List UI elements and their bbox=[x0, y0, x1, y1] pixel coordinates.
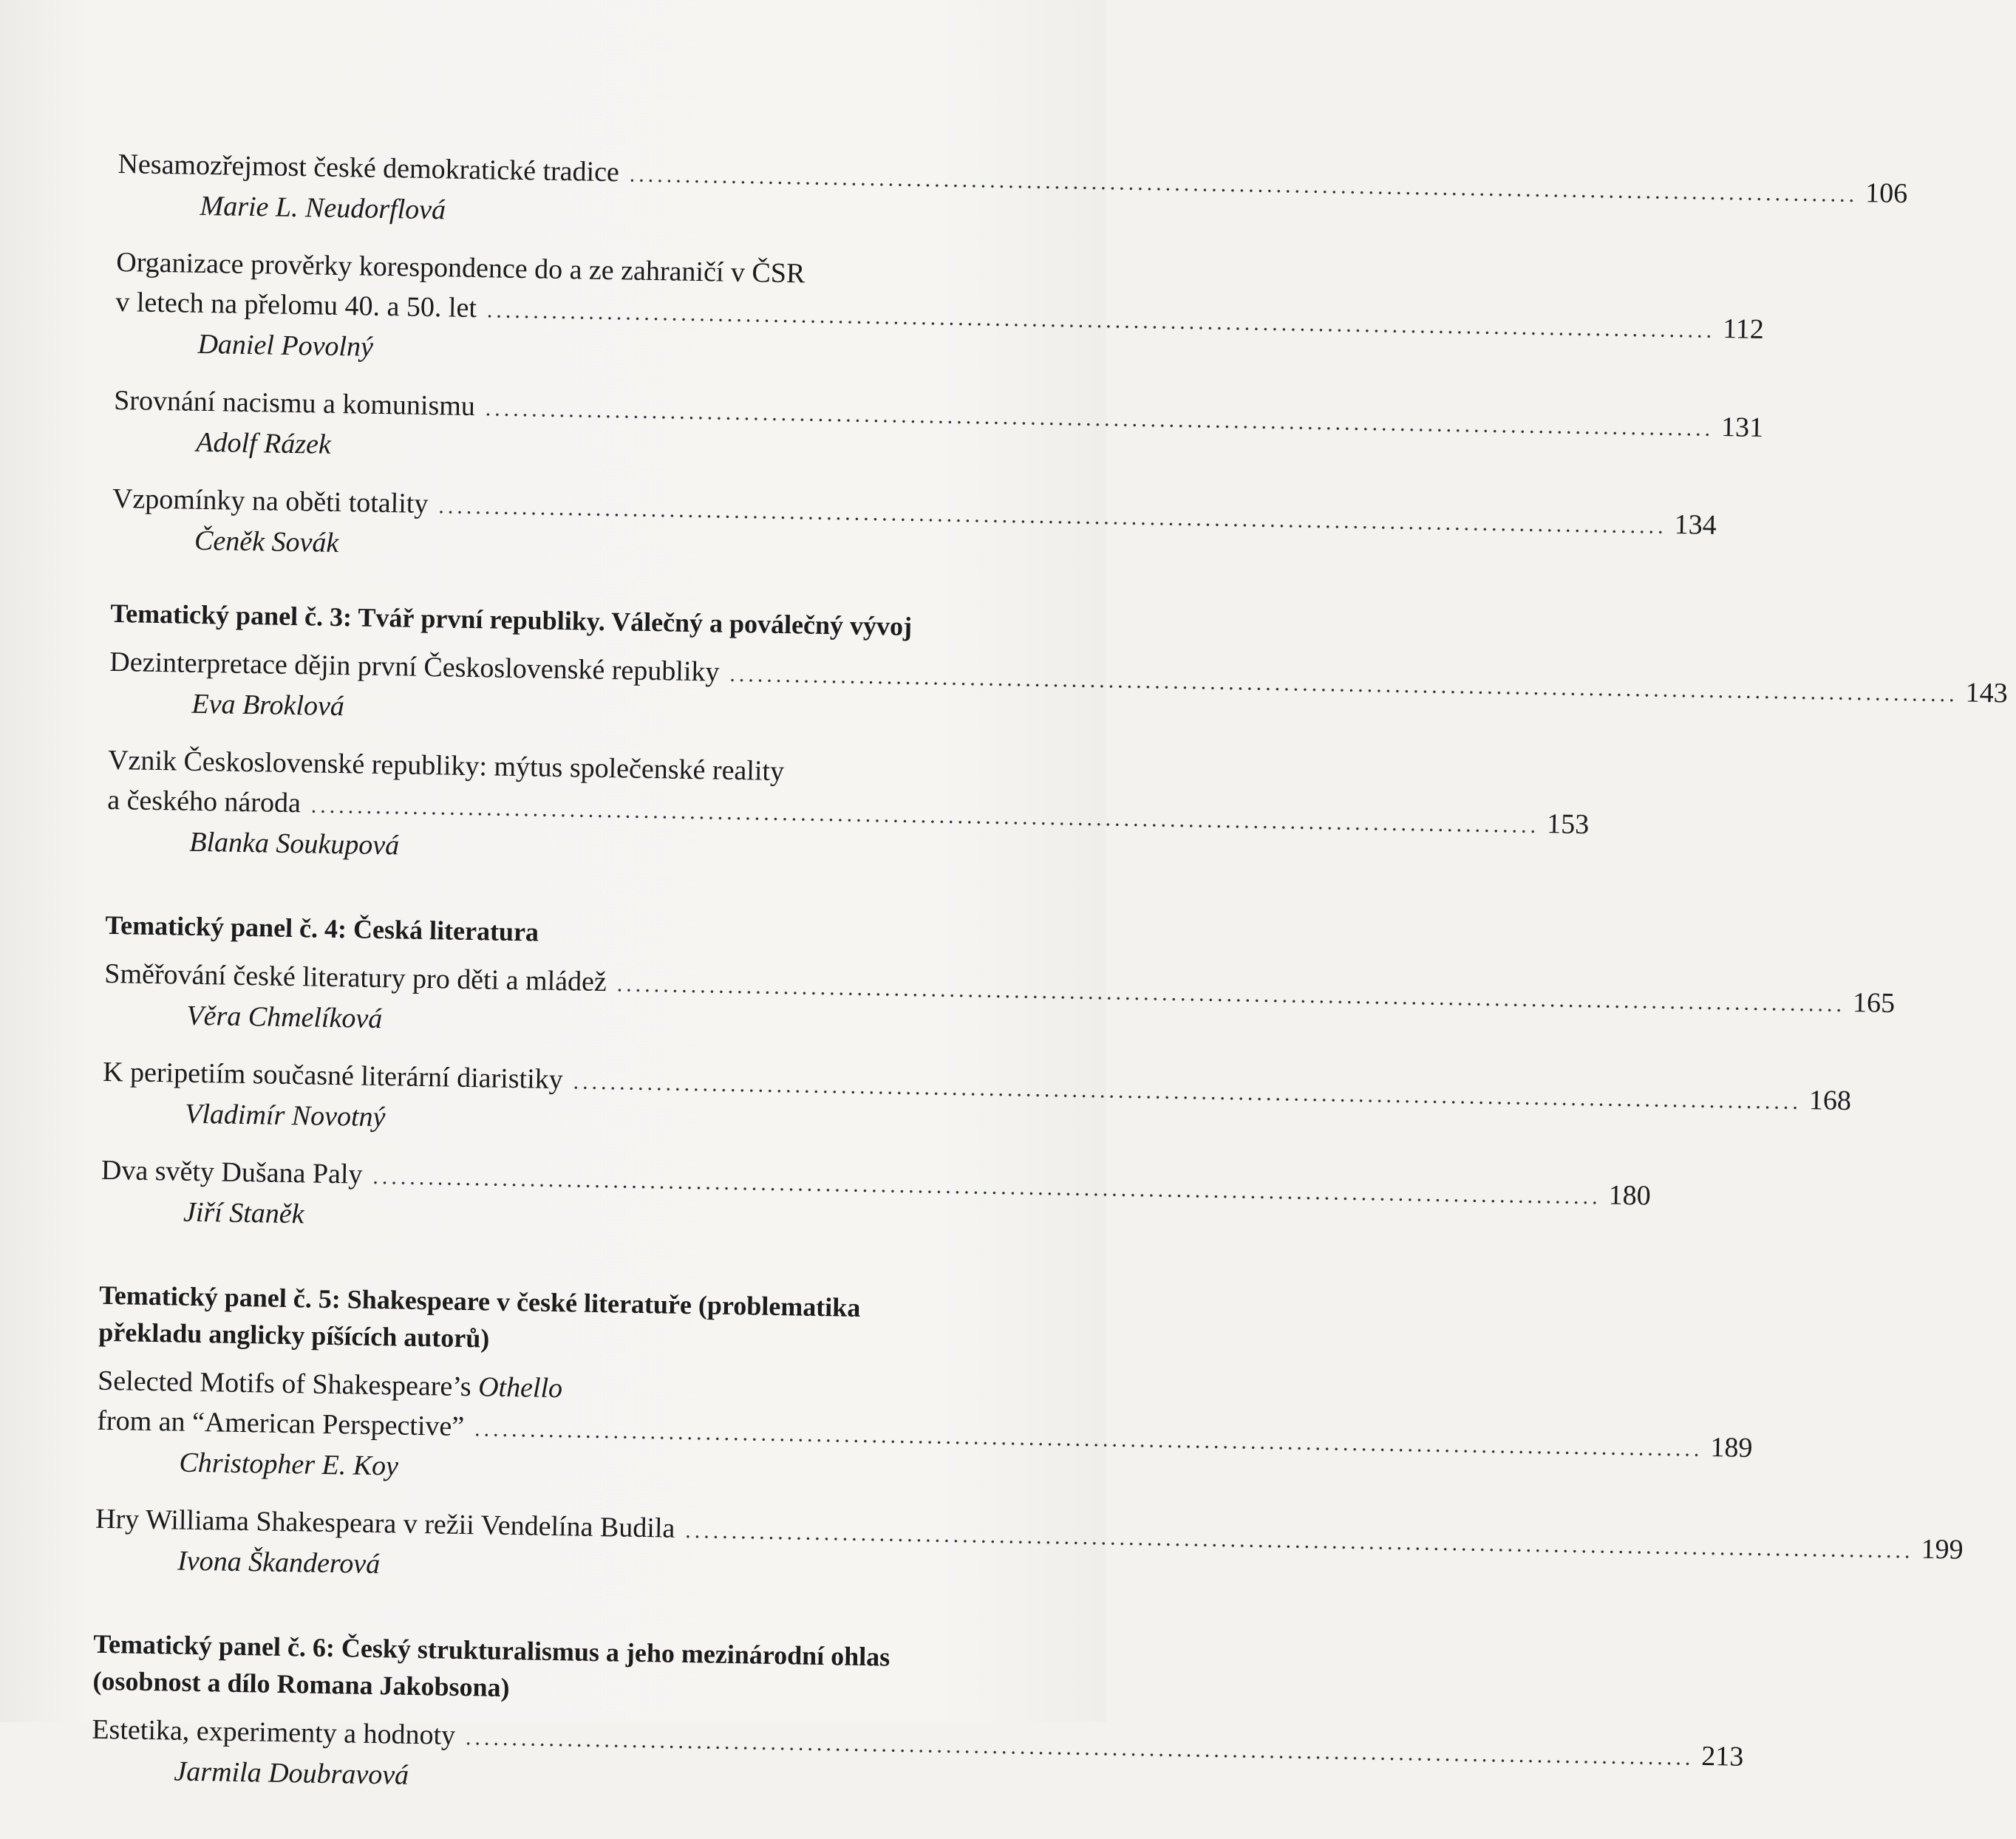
entry-title: Vznik Československé republiky: mýtus společenské reality bbox=[107, 744, 785, 788]
entry-title: Srovnání nacismu a komunismu bbox=[113, 384, 476, 423]
leader-dots: ..................................................................................................................................... bbox=[465, 1725, 1695, 1770]
entry-author: Vladimír Novotný bbox=[184, 1098, 386, 1133]
leader-dots: ..................................................................................................................................... bbox=[685, 1518, 1914, 1563]
page-number: 153 bbox=[1546, 808, 1590, 841]
entry-author: Blanka Soukupová bbox=[189, 826, 400, 862]
toc-entry bbox=[102, 1052, 1852, 1147]
leader-dots: ..................................................................................................................................... bbox=[486, 298, 1716, 343]
leader-dots: ..................................................................................................................................... bbox=[372, 1164, 1601, 1209]
panel-heading: Tematický panel č. 4: Česká literatura bbox=[105, 910, 539, 947]
toc-entry bbox=[91, 1710, 1744, 1804]
entry-title-continued: a českého národa bbox=[106, 784, 302, 819]
panel-heading-line: překladu anglicky píšících autorů) bbox=[98, 1317, 490, 1354]
entry-title: Hry Williama Shakespeara v režii Vendelína Budila bbox=[95, 1503, 675, 1544]
toc-entry bbox=[95, 1499, 1964, 1594]
leader-dots: ..................................................................................................................................... bbox=[629, 162, 1859, 208]
panel-heading-line: Tematický panel č. 6: Český strukturalismus a jeho mezinárodní ohlas bbox=[93, 1628, 890, 1672]
entry-author: Christopher E. Koy bbox=[179, 1447, 399, 1482]
toc-entry bbox=[115, 242, 1765, 377]
page-number: 143 bbox=[1965, 677, 2009, 709]
entry-author: Čeněk Sovák bbox=[194, 525, 339, 559]
entry-author: Adolf Rázek bbox=[195, 426, 332, 460]
entry-author: Ivona Škanderová bbox=[177, 1545, 381, 1580]
entry-title: Dva světy Dušana Paly bbox=[101, 1154, 363, 1190]
toc-entry bbox=[117, 144, 1908, 239]
panel-heading-line: Tematický panel č. 5: Shakespeare v české literatuře (problematika bbox=[98, 1280, 861, 1323]
page-number: 165 bbox=[1852, 987, 1896, 1020]
table-of-contents bbox=[91, 144, 2009, 1823]
entry-title-italic: Othello bbox=[477, 1371, 563, 1405]
entry-title: Vzpomínky na oběti totality bbox=[112, 482, 429, 520]
entry-title: Dezinterpretace dějin první Československé republiky bbox=[109, 646, 720, 688]
leader-dots: ..................................................................................................................................... bbox=[474, 1416, 1703, 1461]
entry-title: Estetika, experimenty a hodnoty bbox=[92, 1713, 456, 1751]
entry-title: Organizace prověrky korespondence do a ze zahraničí v ČSR bbox=[115, 246, 806, 290]
leader-dots: ..................................................................................................................................... bbox=[310, 793, 1540, 839]
page-number: 180 bbox=[1608, 1179, 1652, 1212]
toc-entry bbox=[112, 479, 1717, 573]
page-number: 134 bbox=[1674, 508, 1717, 541]
entry-title: Směřování české literatury pro děti a mládež bbox=[104, 958, 607, 998]
page-number: 199 bbox=[1921, 1533, 1964, 1566]
entry-author: Daniel Povolný bbox=[197, 328, 374, 363]
entry-author: Jarmila Doubravová bbox=[174, 1756, 409, 1791]
panel-heading bbox=[98, 1277, 1052, 1366]
entry-author: Jiří Staněk bbox=[183, 1196, 304, 1230]
entry-title-text: Selected Motifs of Shakespeare’s bbox=[97, 1365, 471, 1403]
panel-heading-line: (osobnost a dílo Romana Jakobsona) bbox=[92, 1665, 510, 1703]
entry-author: Marie L. Neudorflová bbox=[200, 190, 446, 226]
page-number: 189 bbox=[1710, 1431, 1753, 1464]
panel-heading bbox=[92, 1625, 1046, 1715]
panel-heading: Tematický panel č. 3: Tvář první republiky. Válečný a poválečný vývoj bbox=[110, 598, 913, 641]
leader-dots: ..................................................................................................................................... bbox=[729, 661, 1958, 707]
entry-title-continued: from an “American Perspective” bbox=[97, 1405, 465, 1442]
leader-dots: ..................................................................................................................................... bbox=[485, 396, 1714, 441]
page-number: 112 bbox=[1722, 313, 1765, 345]
entry-title: K peripetiím současné literární diaristiky bbox=[102, 1056, 564, 1096]
toc-entry bbox=[106, 740, 1590, 875]
toc-entry bbox=[113, 381, 1764, 475]
page-number: 131 bbox=[1720, 412, 1764, 443]
leader-dots: ..................................................................................................................................... bbox=[616, 972, 1846, 1017]
leader-dots: ..................................................................................................................................... bbox=[438, 494, 1667, 539]
page-number: 106 bbox=[1865, 177, 1908, 210]
entry-author: Věra Chmelíková bbox=[186, 1000, 383, 1035]
entry-author: Eva Broklová bbox=[191, 688, 345, 723]
toc-entry bbox=[103, 954, 1896, 1048]
entry-title-continued: v letech na přelomu 40. a 50. let bbox=[115, 286, 477, 324]
leader-dots: ..................................................................................................................................... bbox=[573, 1069, 1802, 1114]
toc-entry bbox=[109, 642, 2009, 737]
toc-entry bbox=[96, 1361, 1753, 1495]
page-number: 168 bbox=[1808, 1085, 1852, 1117]
toc-entry bbox=[101, 1150, 1652, 1245]
entry-title: Nesamozřejmost české demokratické tradice bbox=[118, 148, 620, 188]
page-number: 213 bbox=[1701, 1740, 1744, 1773]
